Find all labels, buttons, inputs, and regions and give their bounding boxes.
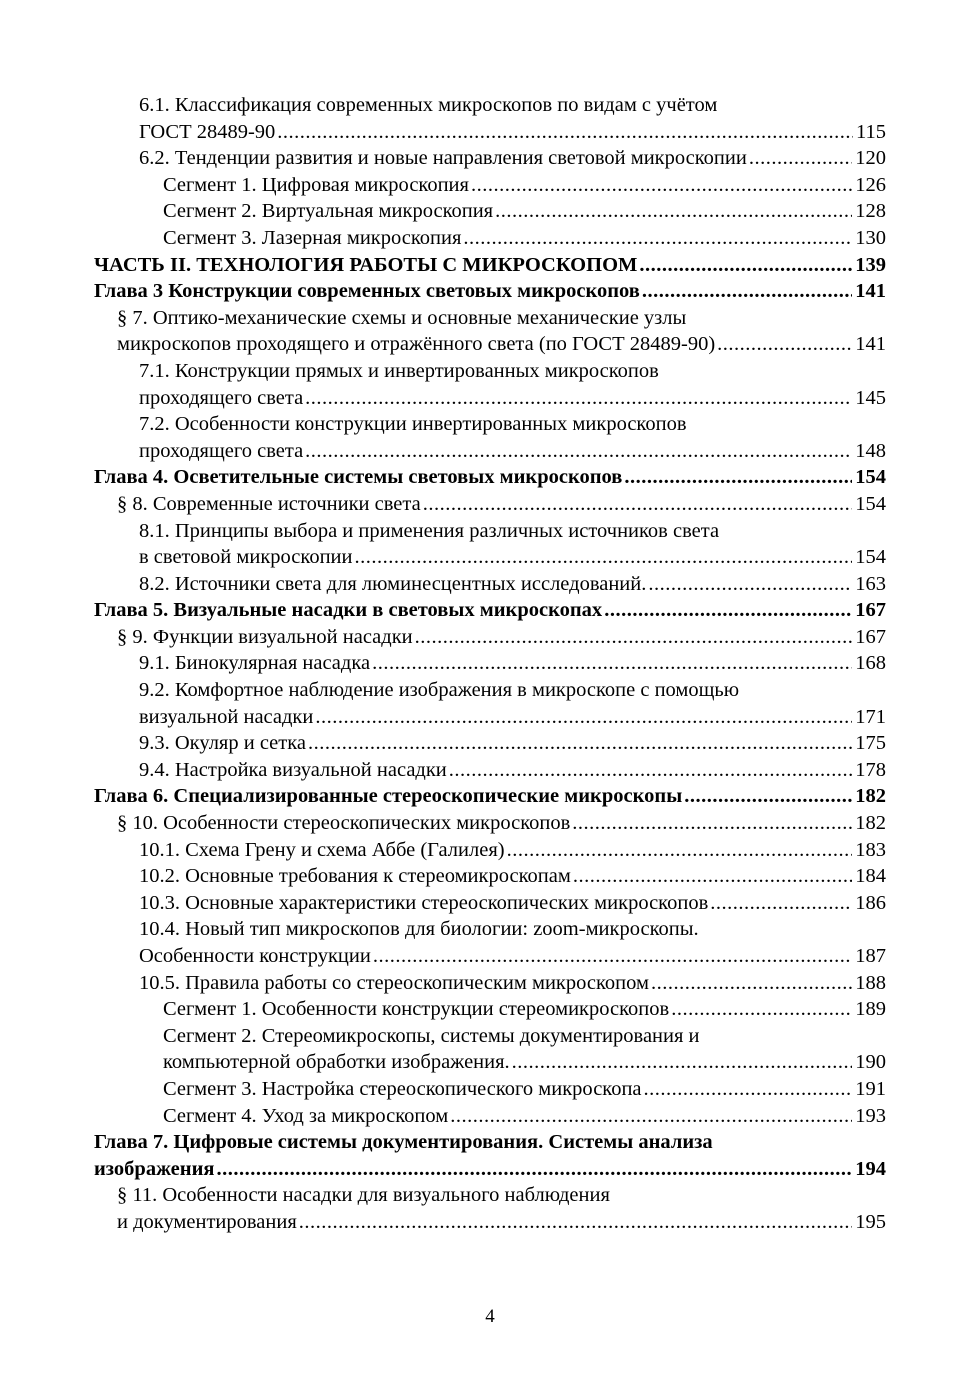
toc-dot-leader [305, 385, 852, 412]
toc-entry-title: Сегмент 2. Стереомикроскопы, системы документирования и [163, 1024, 700, 1047]
toc-entry-title: 8.1. Принципы выбора и применения различных источников света [139, 519, 720, 542]
toc-page-number: 154 [855, 492, 886, 515]
toc-dot-leader [644, 1076, 853, 1103]
toc-page-number: 163 [855, 572, 886, 595]
toc-page-number: 154 [855, 466, 886, 489]
toc-dot-leader [717, 331, 852, 358]
toc-dot-leader [648, 571, 852, 598]
toc-entry-title: визуальной насадки [139, 705, 314, 728]
toc-entry-title: Сегмент 1. Особенности конструкции стереомикроскопов [163, 998, 670, 1021]
toc-page-number: 154 [855, 546, 886, 569]
toc-page-number: 141 [855, 280, 886, 303]
toc-entry-title: 9.3. Окуляр и сетка [139, 732, 306, 755]
toc-entry-title: 10.3. Основные характеристики стереоскопических микроскопов [139, 891, 709, 914]
toc-entry [94, 358, 886, 411]
toc-page-number: 148 [855, 439, 886, 462]
toc-dot-leader [277, 119, 853, 146]
toc-entry-title: 9.1. Бинокулярная насадка [139, 652, 371, 675]
toc-entry [94, 1023, 886, 1076]
toc-page-number: 189 [855, 998, 886, 1021]
toc-page-number: 126 [855, 173, 886, 196]
toc-entry-title: Глава 6. Специализированные стереоскопические микроскопы [94, 785, 683, 808]
toc-dot-leader [642, 278, 852, 305]
toc-entry-title: Сегмент 3. Лазерная микроскопия [163, 226, 462, 249]
toc-entry-title: Глава 7. Цифровые системы документирования. Системы анализа [94, 1131, 713, 1154]
toc-dot-leader [423, 491, 853, 518]
toc-entry [94, 677, 886, 730]
toc-entry [94, 890, 886, 917]
toc-page-number: 187 [855, 945, 886, 967]
toc-entry [94, 730, 886, 757]
toc-dot-leader [471, 172, 852, 199]
toc-entry-title: проходящего света [139, 439, 304, 462]
toc-entry-title: в световой микроскопии [139, 546, 353, 569]
toc-entry-title: 10.4. Новый тип микроскопов для биологии: zoom-микроскопы. [139, 918, 699, 941]
toc-page-number: 178 [855, 758, 886, 781]
toc-dot-leader [507, 837, 853, 864]
toc-entry-title: Глава 3 Конструкции современных световых микроскопов [94, 280, 640, 303]
toc-dot-leader [684, 783, 852, 810]
toc-chapter-entry [94, 1129, 886, 1182]
toc-dot-leader [572, 810, 852, 837]
toc-entry [94, 757, 886, 784]
toc-entry [94, 650, 886, 677]
toc-entry-title: 9.2. Комфортное наблюдение изображения в микроскопе с помощью [139, 679, 740, 702]
toc-entry-title: Сегмент 2. Виртуальная микроскопия [163, 200, 494, 223]
toc-entry [94, 837, 886, 864]
toc-entry-title: Глава 5. Визуальные насадки в световых микроскопах [94, 599, 603, 622]
toc-page-number: 120 [855, 147, 886, 170]
toc-page-number: 188 [855, 971, 886, 994]
toc-entry [94, 198, 886, 225]
toc-entry-title: проходящего света [139, 386, 304, 409]
toc-chapter-entry [94, 597, 886, 624]
toc-entry-title: Сегмент 1. Цифровая микроскопия [163, 173, 469, 196]
toc-entry-title: § 10. Особенности стереоскопических микроскопов [117, 812, 571, 835]
toc-entry-title: 7.1. Конструкции прямых и инвертированных микроскопов [139, 359, 659, 382]
toc-page-number: 182 [855, 812, 886, 835]
toc-page-number: 145 [855, 386, 886, 409]
toc-entry [94, 1076, 886, 1103]
toc-page-number: 190 [855, 1051, 886, 1074]
toc-page-number: 139 [855, 253, 886, 276]
toc-dot-leader [671, 996, 852, 1023]
toc-entry-title: 8.2. Источники света для люминесцентных исследований. [139, 572, 647, 595]
toc-entry-title: изображения [94, 1157, 215, 1180]
toc-entry-title: и документирования [117, 1210, 297, 1233]
toc-dot-leader [710, 890, 852, 917]
toc-entry-title: 6.1. Классификация современных микроскопов по видам с учётом [139, 94, 718, 116]
toc-entry [94, 970, 886, 997]
toc-entry [94, 305, 886, 358]
toc-entry [94, 518, 886, 571]
toc-page-number: 128 [855, 200, 886, 223]
toc-entry-title: 10.2. Основные требования к стереомикроскопам [139, 865, 571, 888]
toc-dot-leader [495, 198, 852, 225]
toc-page-number: 130 [855, 226, 886, 249]
toc-dot-leader [463, 225, 852, 252]
toc-chapter-entry [94, 252, 886, 279]
toc-dot-leader [749, 145, 852, 172]
toc-entry [94, 1103, 886, 1130]
toc-entry-title: 7.2. Особенности конструкции инвертированных микроскопов [139, 413, 687, 436]
toc-entry [94, 996, 886, 1023]
toc-entry [94, 863, 886, 890]
toc-dot-leader [450, 1103, 852, 1130]
toc-entry-title: Глава 4. Осветительные системы световых микроскопов [94, 466, 623, 489]
toc-entry-title: § 7. Оптико-механические схемы и основные механические узлы [117, 306, 687, 329]
toc-entry-title: § 11. Особенности насадки для визуального наблюдения [117, 1184, 610, 1207]
toc-dot-leader [512, 1049, 853, 1076]
toc-entry-title: § 8. Современные источники света [117, 492, 421, 515]
toc-page-number: 167 [855, 625, 886, 648]
toc-entry-title: Особенности конструкции [139, 945, 371, 967]
toc-dot-leader [651, 970, 852, 997]
toc-entry [94, 810, 886, 837]
toc-page-number: 171 [855, 705, 886, 728]
toc-entry-title: ГОСТ 28489-90 [139, 120, 276, 143]
toc-entry-title: компьютерной обработки изображения. [163, 1051, 510, 1074]
toc-entry [94, 145, 886, 172]
toc-chapter-entry [94, 278, 886, 305]
toc-entry-title: 9.4. Настройка визуальной насадки [139, 758, 447, 781]
toc-dot-leader [624, 464, 852, 491]
toc-entry [94, 491, 886, 518]
toc-page-number: 183 [855, 838, 886, 861]
toc-entry [94, 624, 886, 651]
toc-entry [94, 225, 886, 252]
toc-page-number: 195 [855, 1210, 886, 1233]
toc-dot-leader [305, 438, 852, 465]
toc-page-number: 175 [855, 732, 886, 755]
toc-dot-leader [573, 863, 852, 890]
toc-entry-title: 10.5. Правила работы со стереоскопическим микроскопом [139, 971, 649, 994]
toc-page-number: 194 [855, 1157, 886, 1180]
toc-page-number: 115 [856, 120, 886, 143]
toc-page-number: 168 [855, 652, 886, 675]
toc-page-number: 193 [855, 1104, 886, 1127]
toc-page-number: 182 [855, 785, 886, 808]
toc-chapter-entry [94, 783, 886, 810]
page-number: 4 [485, 1306, 495, 1327]
toc-page-number: 191 [855, 1077, 886, 1100]
toc-dot-leader [354, 544, 852, 571]
toc-dot-leader [315, 704, 852, 731]
toc-entry-title: микроскопов проходящего и отражённого света (по ГОСТ 28489-90) [117, 333, 716, 356]
toc-page-number: 167 [855, 599, 886, 622]
toc-dot-leader [415, 624, 853, 651]
toc-entry-title: Сегмент 3. Настройка стереоскопического микроскопа [163, 1077, 642, 1100]
toc-entry-title: 6.2. Тенденции развития и новые направления световой микроскопии [139, 147, 747, 170]
toc-entry [94, 411, 886, 464]
toc-page-number: 186 [855, 891, 886, 914]
toc-dot-leader [299, 1209, 852, 1236]
table-of-contents [94, 92, 886, 1236]
toc-dot-leader [449, 757, 852, 784]
toc-entry [94, 92, 886, 145]
toc-entry [94, 916, 886, 969]
toc-entry-title: § 9. Функции визуальной насадки [117, 625, 413, 648]
toc-entry [94, 172, 886, 199]
toc-dot-leader [639, 252, 852, 279]
toc-dot-leader [308, 730, 852, 757]
toc-dot-leader [373, 943, 852, 970]
toc-entry-title: ЧАСТЬ II. ТЕХНОЛОГИЯ РАБОТЫ С МИКРОСКОПОМ [94, 253, 638, 276]
toc-entry-title: 10.1. Схема Грену и схема Аббе (Галилея) [139, 838, 505, 861]
toc-entry [94, 1182, 886, 1235]
toc-chapter-entry [94, 464, 886, 491]
toc-dot-leader [217, 1156, 853, 1183]
toc-entry [94, 571, 886, 598]
toc-page-number: 141 [855, 333, 886, 356]
toc-page-number: 184 [855, 865, 886, 888]
toc-dot-leader [372, 650, 852, 677]
toc-dot-leader [604, 597, 852, 624]
toc-entry-title: Сегмент 4. Уход за микроскопом [163, 1104, 449, 1127]
